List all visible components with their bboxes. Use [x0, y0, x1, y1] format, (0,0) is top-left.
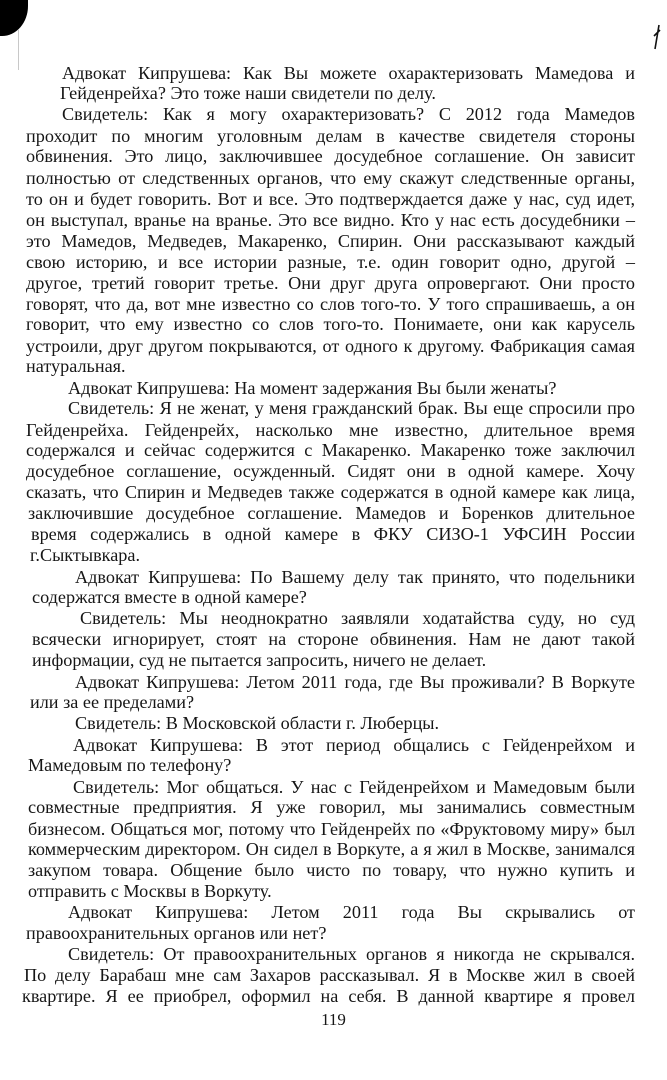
text-line: Свидетель: Как я могу охарактеризовать? С 2012 года Мамедов: [62, 104, 635, 124]
text-line: натуральная.: [26, 356, 126, 376]
page-number: 119: [321, 1010, 346, 1029]
text-line: Свидетель: Я не женат, у меня гражданский брак. Вы еще спросили про: [68, 398, 635, 418]
text-line: закупом товара. Общение было чисто по товару, что нужно купить и: [28, 860, 635, 880]
scan-edge-line: [18, 30, 19, 70]
text-line: Свидетель: Мы неоднократно заявляли ходатайства суду, но суд: [80, 608, 635, 628]
text-line: говорят, что да, вот мне известно со слов того-то. У того спрашиваешь, а он: [26, 294, 635, 314]
text-line: досудебное соглашение, осужденный. Сидят они в одной камере. Хочу: [26, 461, 635, 481]
text-line: информации, суд не пытается запросить, ничего не делает.: [32, 650, 487, 670]
text-line: Адвокат Кипрушева: Летом 2011 года Вы скрывались от: [68, 902, 635, 922]
text-line: Свидетель: В Московской области г. Люберцы.: [75, 713, 440, 733]
text-line: содержатся вместе в одной камере?: [32, 587, 307, 607]
text-line: совместные предприятия. Я уже говорил, мы занимались совместным: [28, 797, 635, 817]
text-line: Свидетель: Мог общаться. У нас с Гейденрейхом и Мамедовым были: [73, 777, 635, 797]
text-line: проходит по многим уголовным делам в качестве свидетеля стороны: [26, 126, 635, 146]
text-line: Гейденрейха? Это тоже наши свидетели по делу.: [60, 83, 436, 103]
text-line: г.Сыктывкара.: [30, 545, 141, 565]
text-line: Мамедовым по телефону?: [28, 755, 232, 775]
text-line: квартире. Я ее приобрел, оформил на себя. В данной квартире я провел: [22, 986, 635, 1006]
text-line: содержался и сейчас содержится с Макаренко. Макаренко тоже заключил: [26, 440, 635, 460]
text-line: бизнесом. Общаться мог, потому что Гейденрейх по «Фруктовому миру» был: [28, 819, 635, 839]
text-line: Адвокат Кипрушева: Как Вы можете охарактеризовать Мамедова и: [62, 63, 635, 83]
text-line: обвинения. Это лицо, заключившее досудебное соглашение. Он зависит: [26, 146, 635, 166]
text-line: Адвокат Кипрушева: По Вашему делу так принято, что подельники: [75, 567, 635, 587]
text-line: Гейденрейха. Гейденрейх, насколько мне известно, длительное время: [26, 420, 635, 440]
text-line: то он и будет говорить. Вот и все. Это подтверждается даже у нас, суд идет,: [26, 189, 635, 209]
handwritten-mark: [653, 24, 661, 50]
text-line: Адвокат Кипрушева: На момент задержания Вы были женаты?: [68, 378, 557, 398]
text-line: Свидетель: От правоохранительных органов я никогда не скрывался.: [68, 944, 635, 964]
text-line: время содержались в одной камере в ФКУ СИЗО-1 УФСИН России: [31, 524, 635, 544]
text-line: он выступал, вранье на вранье. Это все видно. Кто у нас есть досудебники –: [26, 210, 635, 230]
text-line: это Мамедов, Медведев, Макаренко, Спирин. Они рассказывают каждый: [26, 231, 635, 251]
text-line: отправить с Москвы в Воркуту.: [28, 881, 272, 901]
text-line: заключившие досудебное соглашение. Мамедов и Боренков длительное: [28, 503, 635, 523]
text-line: другое, третий говорит третье. Они друг друга опровергают. Они просто: [26, 273, 635, 293]
text-line: всячески игнорирует, стоят на стороне обвинения. Нам не дают такой: [32, 629, 635, 649]
text-line: полностью от следственных органов, что ему скажут следственные органы,: [26, 168, 635, 188]
text-line: говорит, что ему известно со слов того-то. Понимаете, они как карусель: [26, 314, 635, 334]
scan-corner-shadow: [0, 0, 28, 36]
text-line: правоохранительных органов или нет?: [26, 923, 327, 943]
text-line: или за ее пределами?: [30, 692, 195, 712]
text-line: Адвокат Кипрушева: В этот период общались с Гейденрейхом и: [73, 735, 635, 755]
text-line: устроили, друг другом покрываются, от одного к другому. Фабрикация самая: [26, 336, 635, 356]
text-line: свою историю, и все истории разные, т.е. один говорит одно, другой –: [26, 252, 635, 272]
text-line: коммерческим директором. Он сидел в Воркуте, а я жил в Москве, занимался: [28, 839, 635, 859]
text-line: По делу Барабаш мне сам Захаров рассказывал. Я в Москве жил в своей: [24, 965, 635, 985]
text-line: сказать, что Спирин и Медведев также содержатся в одной камере как лица,: [26, 482, 635, 502]
text-line: Адвокат Кипрушева: Летом 2011 года, где Вы проживали? В Воркуте: [75, 672, 635, 692]
